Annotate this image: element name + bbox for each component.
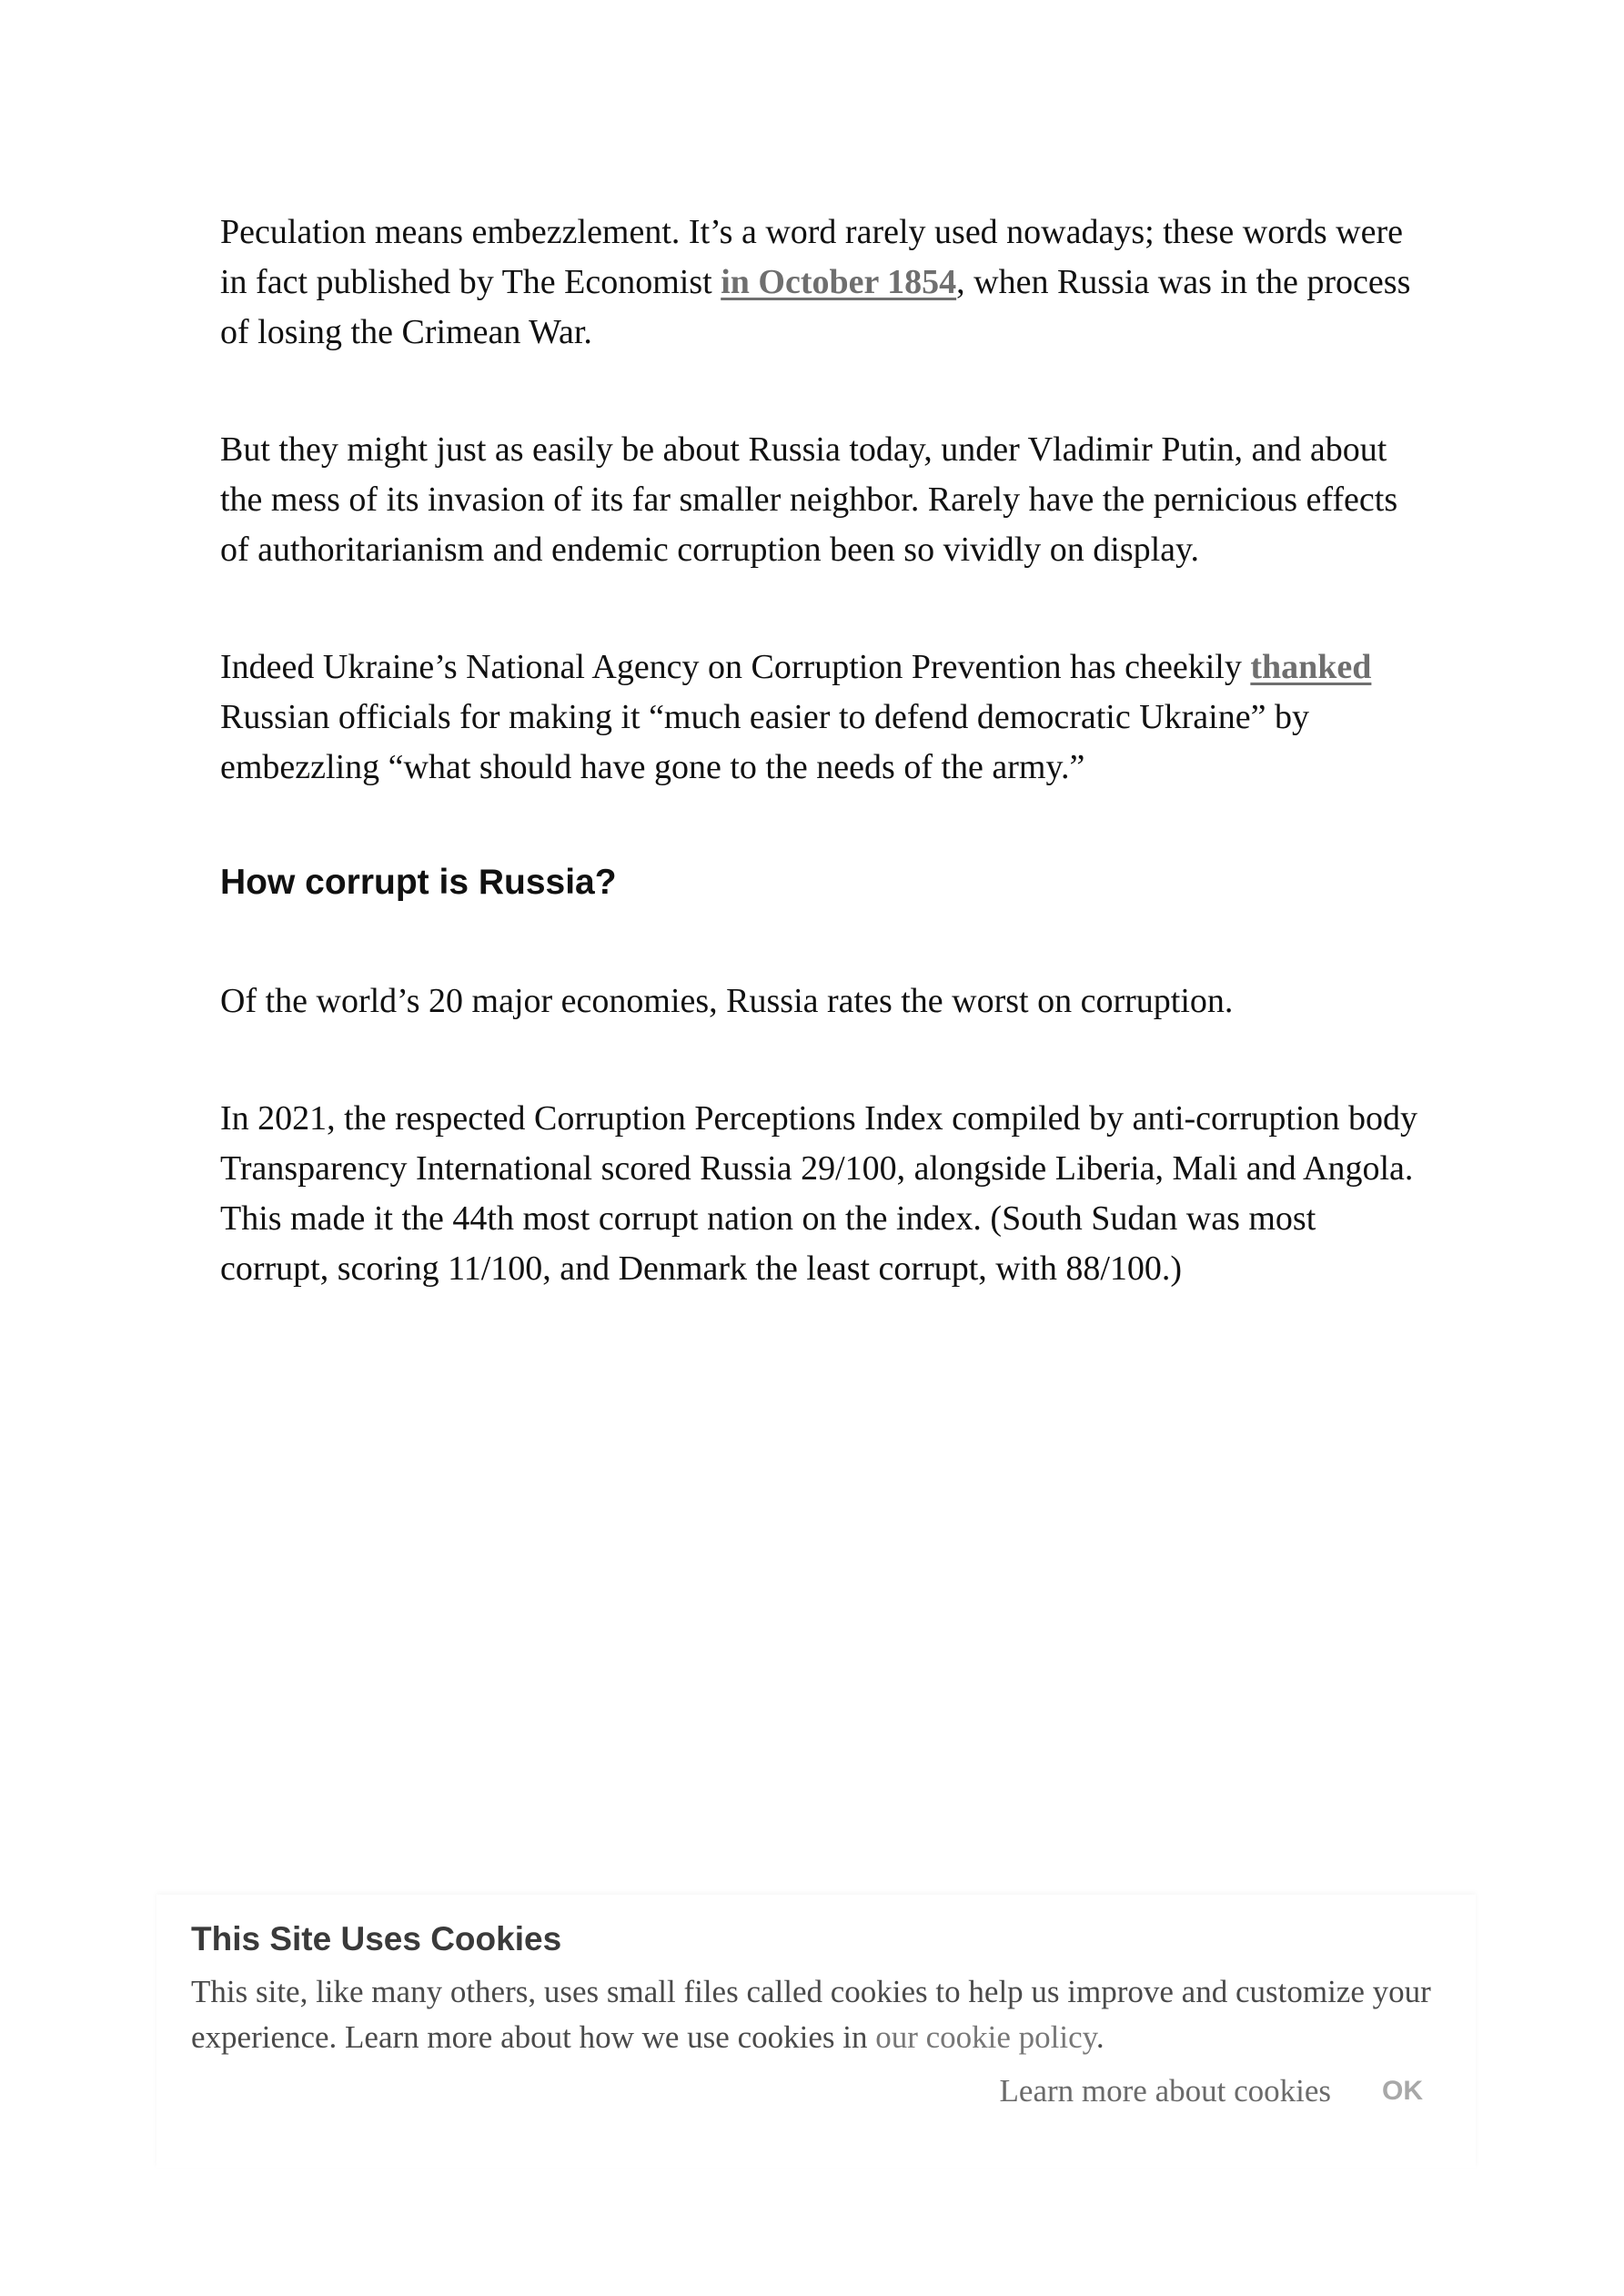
article-paragraph-1: [220, 207, 1430, 358]
article-paragraph-3: [220, 642, 1430, 793]
learn-more-cookies-button[interactable]: Learn more about cookies: [999, 2073, 1331, 2109]
cookie-ok-button[interactable]: OK: [1382, 2076, 1423, 2106]
paragraph-text: Russian officials for making it “much easier to defend democratic Ukraine” by embezzling “what should have gone to the needs of the army.”: [220, 698, 1309, 786]
october-1854-link[interactable]: in October 1854: [721, 263, 957, 301]
cookie-policy-link[interactable]: our cookie policy: [875, 2019, 1096, 2055]
article-paragraph-2: But they might just as easily be about Russia today, under Vladimir Putin, and about the mess of its invasion of its far smaller neighbor. Rarely have the pernicious effects of authoritarianism and endemic corruption been so vividly on display.: [220, 430, 1398, 569]
cookie-text-end: .: [1095, 2019, 1105, 2055]
article-body: [220, 207, 1430, 1361]
article-paragraph-4: Of the world’s 20 major economies, Russia rates the worst on corruption.: [220, 982, 1234, 1020]
paragraph-text: Peculation means embezzlement. It’s a word rarely used nowadays; these words were in fact published by The Economist: [220, 213, 1403, 301]
paragraph-text: Indeed Ukraine’s National Agency on Corruption Prevention has cheekily: [220, 648, 1251, 686]
article-paragraph-5: In 2021, the respected Corruption Perceptions Index compiled by anti-corruption body Transparency International scored Russia 29/100, alongside Liberia, Mali and Angola. This made it the 44th most corrupt nation on the index. (South Sudan was most corrupt, scoring 11/100, and Denmark the least corrupt, with 88/100.): [220, 1099, 1417, 1288]
cookie-actions: [1000, 2073, 1423, 2109]
cookie-banner-text: [191, 1969, 1465, 2060]
section-heading: How corrupt is Russia?: [220, 863, 617, 902]
thanked-link[interactable]: thanked: [1250, 648, 1372, 686]
cookie-banner: [156, 1895, 1476, 2168]
paragraph-text: , when Russia was in the process of losing the Crimean War.: [220, 263, 1411, 351]
cookie-banner-title: This Site Uses Cookies: [191, 1920, 562, 1957]
cookie-text-body: This site, like many others, uses small files called cookies to help us improve and customize your experience. Learn more about how we use cookies in: [191, 1974, 1431, 2055]
